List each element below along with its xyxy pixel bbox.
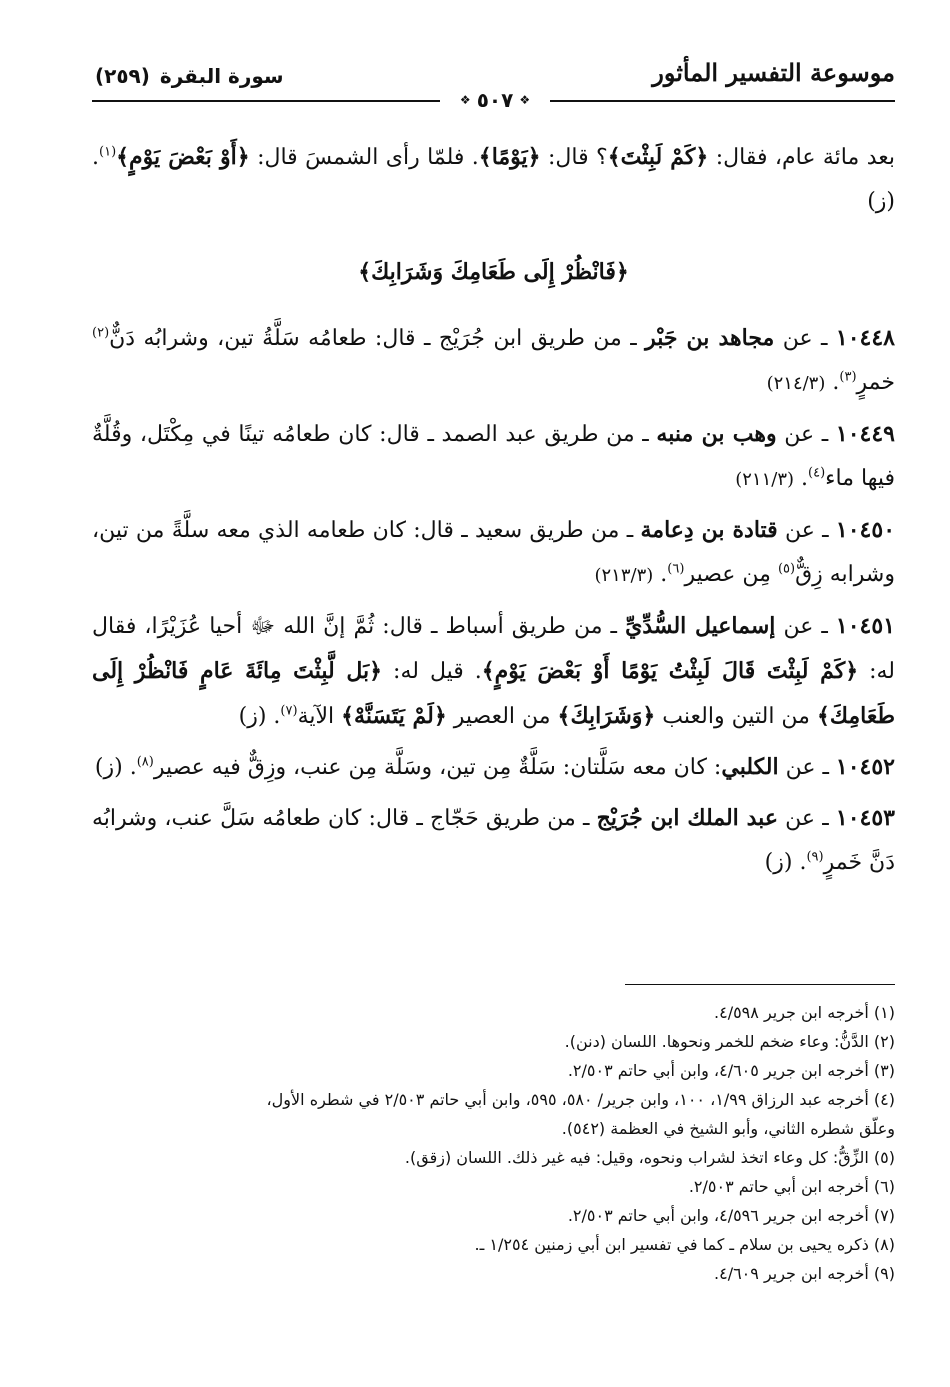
text: ـ عن [776, 422, 836, 447]
text: ـ من طريق حَجّاج ـ قال: كان طعامُه سَلَّ عنب، وشرابُه دَنَّ خَمرٍ [92, 806, 895, 875]
footnote: (٧) أخرجه ابن جرير ٤/٥٩٦، وابن أبي حاتم ٢/٥٠٣. [567, 1206, 895, 1225]
footnote: (٥) الزِّقُّ: كل وعاء اتخذ لشراب ونحوه، وقيل: فيه غير ذلك. اللسان (زقق). [404, 1148, 895, 1167]
narration-entry [92, 316, 895, 406]
text: . [794, 466, 809, 491]
narrator-name: مجاهد بن جَبْر [645, 325, 775, 351]
quran-quote: ﴿بَل لَّبِثْتَ مِائَةَ عَامٍ فَانْظُرْ إِلَى طَعَامِكَ﴾ [92, 658, 895, 729]
footnote-marker: (٣) [839, 369, 857, 385]
verse-number: (٢٥٩) [95, 64, 150, 88]
narration-entry [92, 796, 895, 885]
footnote-marker: (٩) [806, 849, 824, 865]
narrator-name: قتادة بن دِعامة [640, 517, 778, 543]
entry-number: ١٠٤٥١ [835, 613, 895, 639]
footnote: (٤) أخرجه عبد الرزاق ١/٩٩، ١٠٠، وابن جرير/ ٥٨٠، ٥٩٥، وابن أبي حاتم ٢/٥٠٣ في شطره الأول، [266, 1090, 895, 1109]
ornament-icon: ❖ [519, 93, 531, 107]
text: ـ من طريق أسباط ـ قال: ثُمَّ إنَّ الله ﷻ أحيا عُزَيْرًا، فقال له: [92, 614, 896, 684]
footnote: (٨) ذكره يحيى بن سلام ـ كما في تفسير ابن أبي زمنين ١/٢٥٤ ـ. [474, 1235, 895, 1254]
footnote: (٦) أخرجه ابن أبي حاتم ٢/٥٠٣. [688, 1177, 895, 1196]
footnote: (٢) الدَّنُّ: وعاء ضخم للخمر ونحوها. اللسان (دنن). [564, 1032, 895, 1051]
narrator-name: إسماعيل السُّدِّيِّ [625, 613, 776, 639]
text: . [825, 370, 840, 395]
text: . (ز) [764, 850, 807, 875]
footnote-marker: (٧) [280, 703, 298, 719]
footnotes [92, 998, 895, 1288]
footnote-marker: (٤) [808, 465, 826, 481]
entry-number: ١٠٤٥٢ [835, 754, 895, 780]
narration-entry [92, 745, 895, 790]
text: . قيل له: [382, 659, 482, 684]
footnote-rule [625, 984, 895, 985]
text: ـ عن [777, 806, 836, 831]
entry-number: ١٠٤٥٠ [835, 517, 896, 543]
text: خمرٍ [856, 370, 895, 395]
surah-name: سورة البقرة [159, 64, 284, 88]
footnote-continuation: وعلّق شطره الثاني، وأبو الشيخ في العظمة (٥٤٢). [561, 1119, 895, 1138]
text: ـ من طريق ابن جُرَيْج ـ قال: طعامُه سَلَّةُ تين، وشرابُه دَنٌّ [109, 326, 646, 351]
quran-quote: ﴿وَشَرَابِكَ﴾ [557, 703, 656, 729]
footnote-marker: (٢) [92, 325, 110, 341]
narration-entry [92, 508, 895, 598]
narration-entry [92, 604, 895, 739]
text: . (ز) [238, 704, 281, 729]
text: ـ عن [777, 518, 836, 543]
text: . (ز) [92, 145, 895, 214]
entry-number: ١٠٤٤٩ [835, 421, 895, 447]
text: . (ز) [94, 755, 137, 780]
quran-quote: ﴿أَوْ بَعْضَ يَوْمٍ﴾ [116, 144, 250, 170]
text: . فلمّا رأى الشمسَ قال: [249, 145, 479, 170]
page-number-text: ٥٠٧ [476, 88, 514, 112]
running-head-book-title: موسوعة التفسير المأثور [652, 58, 895, 87]
footnote: (٩) أخرجه ابن جرير ٤/٦٠٩. [714, 1264, 895, 1283]
text: ـ من طريق عبد الصمد ـ قال: كان طعامُه تينًا في مِكْتَل، وقُلَّةٌ فيها ماء [92, 422, 895, 491]
narrator-name: الكلبي [721, 754, 779, 780]
running-head-surah [95, 64, 284, 88]
footnote-marker: (٨) [136, 754, 154, 770]
text: ؟ قال: [540, 145, 608, 170]
text: مِن عصير [684, 562, 778, 587]
narrator-name: وهب بن منبه [656, 421, 777, 447]
text: ـ من طريق سعيد ـ قال: كان طعامه الذي معه سلَّةً من تين، وشرابه زِقٌّ [92, 518, 895, 587]
text: : كان معه سَلَّتان: سَلَّةٌ مِن تين، وسَلَّة مِن عنب، وزِقٌّ فيه عصير [153, 755, 722, 780]
section-heading: ﴿فَانْظُرْ إِلَى طَعَامِكَ وَشَرَابِكَ﴾ [358, 259, 629, 285]
quran-quote: ﴿لَمْ يَتَسَنَّهْ﴾ [341, 703, 447, 729]
text: ـ عن [778, 755, 836, 780]
footnote-marker: (١) [99, 144, 117, 160]
text: بعد مائة عام، فقال: [708, 145, 895, 170]
intro-paragraph [92, 135, 895, 224]
footnote-marker: (٥) [777, 561, 796, 577]
ornament-icon: ❖ [459, 93, 471, 107]
quran-quote: ﴿كَمْ لَبِثْتَ﴾ [607, 144, 709, 170]
entry-number: ١٠٤٤٨ [835, 325, 895, 351]
cross-reference: (٢١٤/٣) [766, 373, 826, 394]
footnote: (١) أخرجه ابن جرير ٤/٥٩٨. [714, 1003, 895, 1022]
text: . [653, 562, 668, 587]
text: الآية [297, 704, 342, 729]
cross-reference: (٢١٣/٣) [594, 565, 654, 586]
text: من التين والعنب [655, 704, 817, 729]
entry-number: ١٠٤٥٣ [835, 805, 895, 831]
narration-entry [92, 412, 895, 502]
main-text [92, 135, 895, 885]
page-number [440, 88, 550, 112]
narrator-name: عبد الملك ابن جُرَيْج [596, 805, 778, 831]
quran-quote: ﴿يَوْمًا﴾ [478, 144, 541, 170]
text: ـ عن [775, 614, 836, 639]
cross-reference: (٢١١/٣) [735, 469, 795, 490]
text: من العصير [446, 704, 558, 729]
footnote-marker: (٦) [667, 561, 685, 577]
quran-quote: ﴿كَمْ لَبِثْتَ قَالَ لَبِثْتُ يَوْمًا أَوْ بَعْضَ يَوْمٍ﴾ [481, 658, 859, 684]
footnote: (٣) أخرجه ابن جرير ٤/٦٠٥، وابن أبي حاتم ٢/٥٠٣. [567, 1061, 895, 1080]
text: ـ عن [774, 326, 836, 351]
